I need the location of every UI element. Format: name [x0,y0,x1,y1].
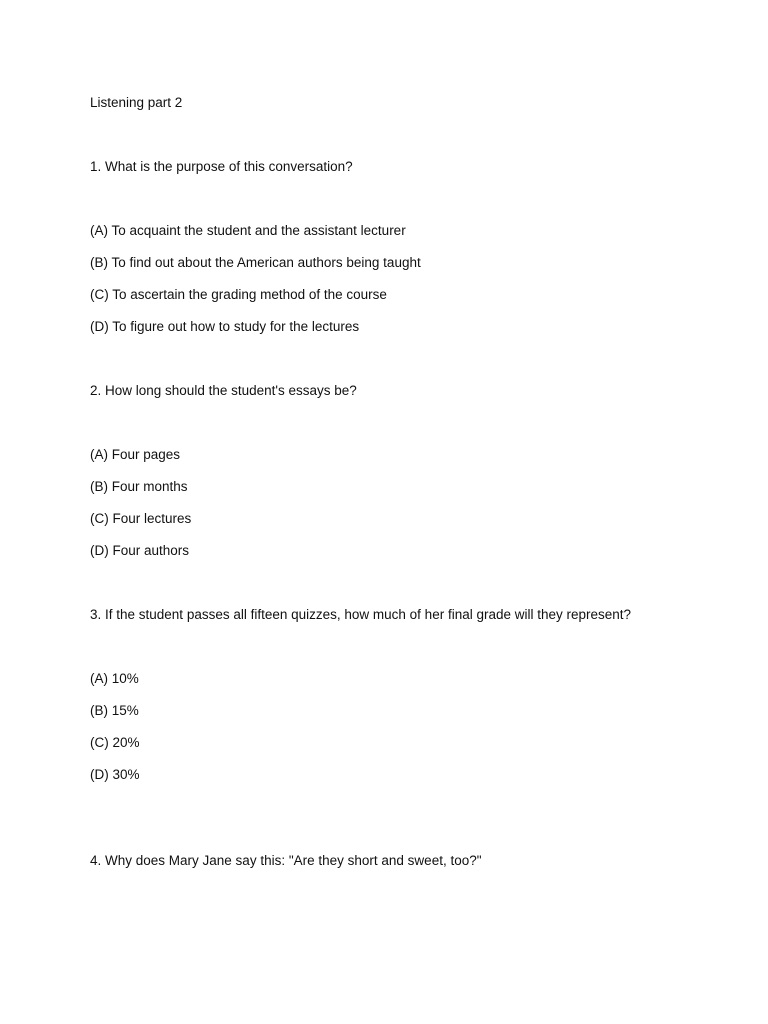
question-2-option-c: (C) Four lectures [90,511,192,526]
question-1-option-a: (A) To acquaint the student and the assistant lecturer [90,223,406,238]
question-1-option-b: (B) To find out about the American authors being taught [90,255,421,270]
question-2-option-b: (B) Four months [90,479,188,494]
question-1-prompt: 1. What is the purpose of this conversation? [90,159,353,174]
question-4-prompt: 4. Why does Mary Jane say this: "Are they short and sweet, too?" [90,853,482,868]
question-2-option-a: (A) Four pages [90,447,181,462]
question-3-option-d: (D) 30% [90,767,140,782]
question-2-option-d: (D) Four authors [90,543,190,558]
question-3-option-c: (C) 20% [90,735,140,750]
question-3-prompt: 3. If the student passes all fifteen quizzes, how much of her final grade will they represent? [90,607,632,622]
question-3-option-a: (A) 10% [90,671,139,686]
question-1-option-d: (D) To figure out how to study for the lectures [90,319,360,334]
question-1-option-c: (C) To ascertain the grading method of the course [90,287,387,302]
question-2-prompt: 2. How long should the student's essays be? [90,383,357,398]
document-title: Listening part 2 [90,95,183,110]
question-3-option-b: (B) 15% [90,703,139,718]
